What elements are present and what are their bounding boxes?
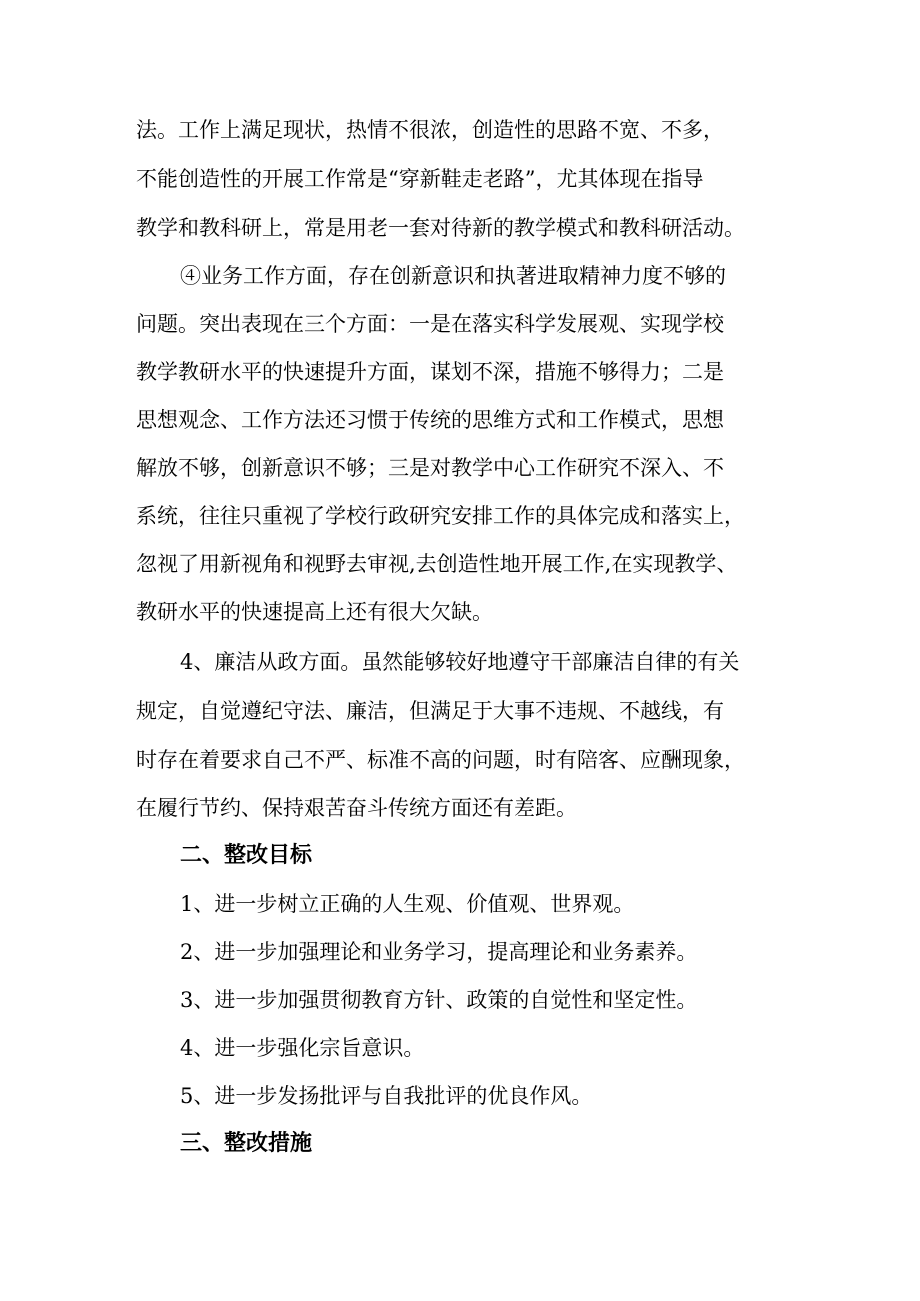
goal-item-4: 4、进一步强化宗旨意识。 <box>180 1036 425 1060</box>
paragraph-2-line-6: 系统，往往只重视了学校行政研究安排工作的具体完成和落实上， <box>136 504 745 528</box>
paragraph-2-line-1: ④业务工作方面，存在创新意识和执著进取精神力度不够的 <box>180 264 726 288</box>
paragraph-2-line-7: 忽视了用新视角和视野去审视,去创造性地开展工作,在实现教学、 <box>136 552 738 576</box>
goal-item-5: 5、进一步发扬批评与自我批评的优良作风。 <box>180 1084 593 1108</box>
paragraph-2-line-3: 教学教研水平的快速提升方面，谋划不深，措施不够得力；二是 <box>136 360 724 384</box>
goal-item-3: 3、进一步加强贯彻教育方针、政策的自觉性和坚定性。 <box>180 988 698 1012</box>
paragraph-3-line-4: 在履行节约、保持艰苦奋斗传统方面还有差距。 <box>136 796 577 820</box>
goal-item-2: 2、进一步加强理论和业务学习，提高理论和业务素养。 <box>180 940 698 964</box>
paragraph-1-line-1: 法。工作上满足现状，热情不很浓，创造性的思路不宽、不多， <box>136 118 724 142</box>
paragraph-3-line-2: 规定，自觉遵纪守法、廉洁，但满足于大事不违规、不越线，有 <box>136 699 724 723</box>
paragraph-2-line-2: 问题。突出表现在三个方面：一是在落实科学发展观、实现学校 <box>136 312 724 336</box>
paragraph-2-line-5: 解放不够，创新意识不够；三是对教学中心工作研究不深入、不 <box>136 456 724 480</box>
paragraph-2-line-4: 思想观念、工作方法还习惯于传统的思维方式和工作模式，思想 <box>136 408 724 432</box>
paragraph-2-line-8: 教研水平的快速提高上还有很大欠缺。 <box>136 600 493 624</box>
paragraph-1-line-2: 不能创造性的开展工作常是“穿新鞋走老路”，尤其体现在指导 <box>136 167 704 191</box>
paragraph-1-line-3: 教学和教科研上，常是用老一套对待新的教学模式和教科研活动。 <box>136 216 745 240</box>
paragraph-3-line-1: 4、廉洁从政方面。虽然能够较好地遵守干部廉洁自律的有关 <box>180 650 740 674</box>
section-2-heading: 二、整改目标 <box>180 843 313 868</box>
goal-item-1: 1、进一步树立正确的人生观、价值观、世界观。 <box>180 892 635 916</box>
section-3-heading: 三、整改措施 <box>180 1131 313 1156</box>
paragraph-3-line-3: 时存在着要求自己不严、标准不高的问题，时有陪客、应酬现象， <box>136 748 745 772</box>
